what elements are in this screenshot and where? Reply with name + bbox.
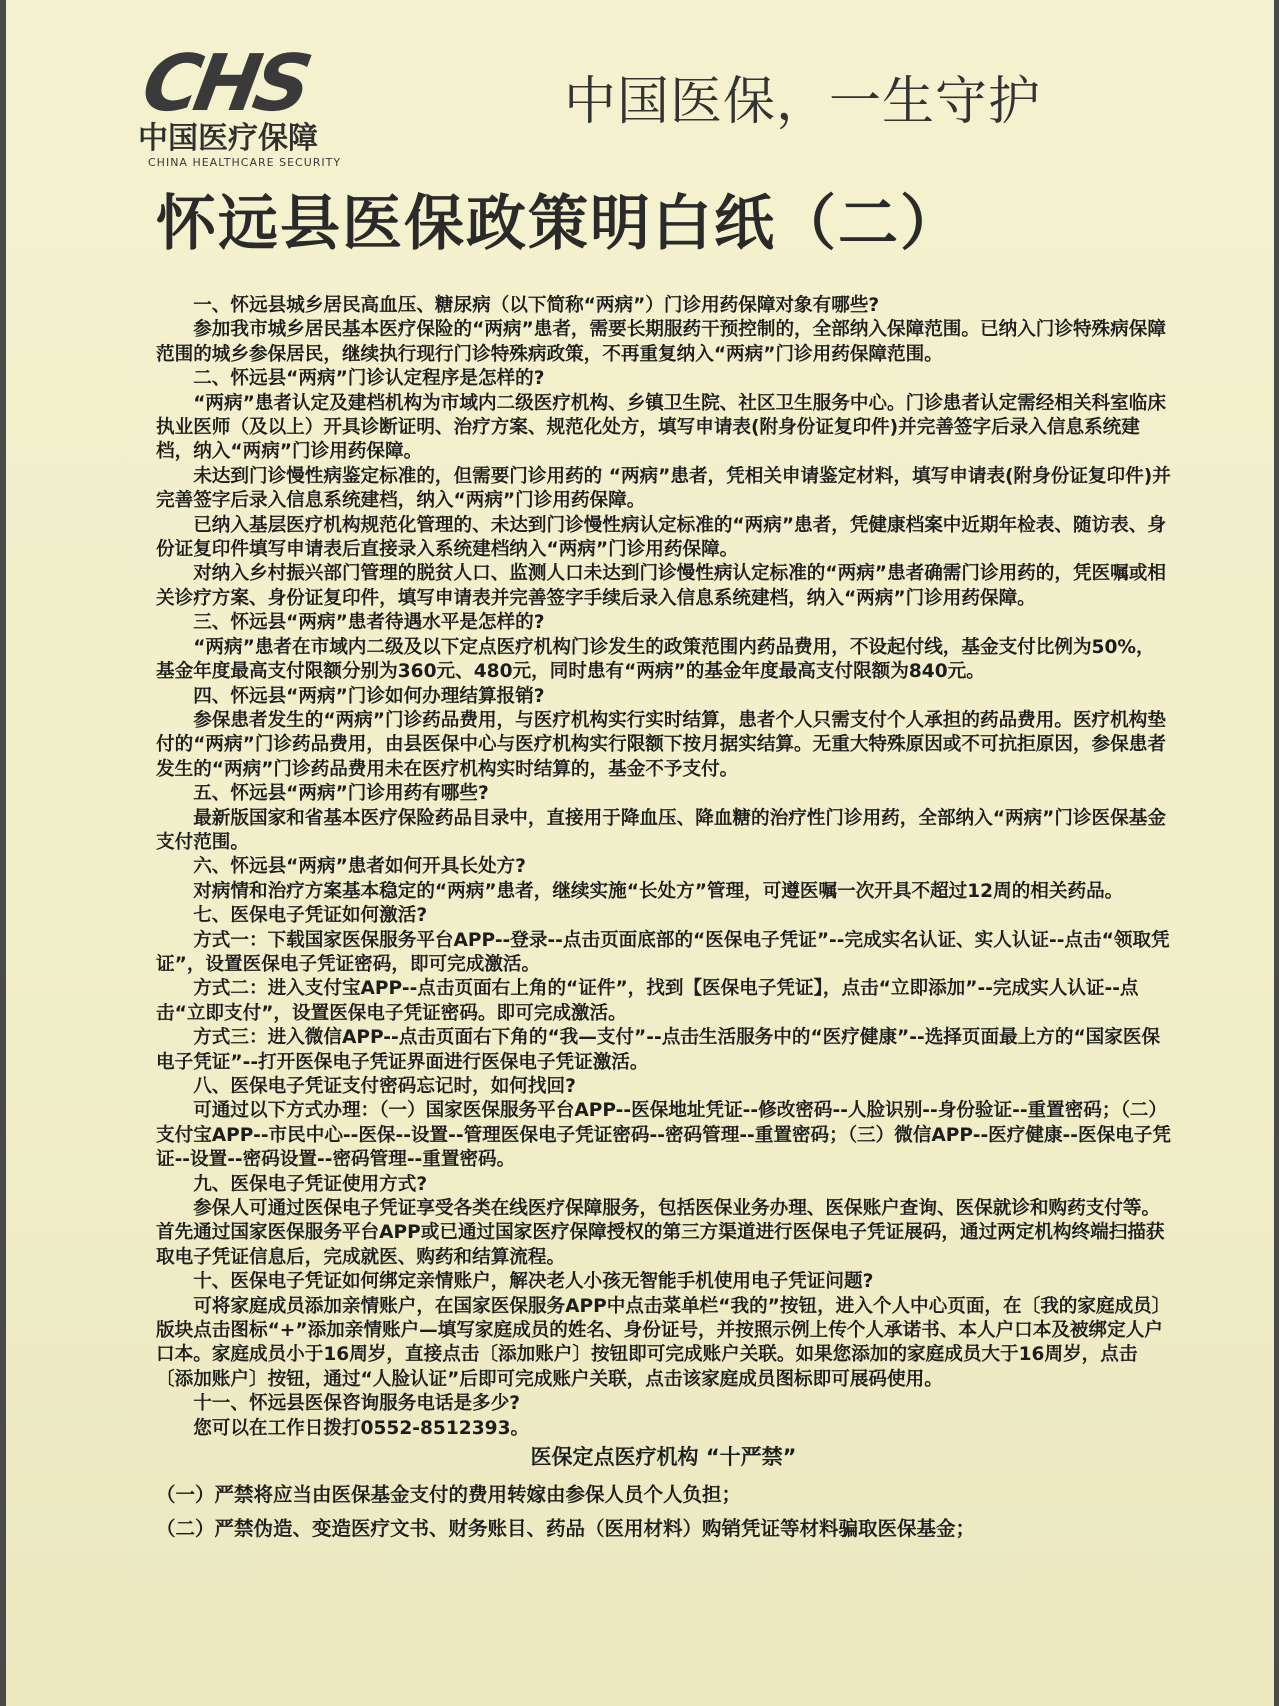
header [126, 39, 1226, 174]
bans-title: 医保定点医疗机构 “十严禁” [530, 1445, 797, 1470]
answer-paragraph: “两病”患者认定及建档机构为市域内二级医疗机构、乡镇卫生院、社区卫生服务中心。门诊患者认定需经相关科室临床执业医师（及以上）开具诊断证明、治疗方案、规范化处方，填写申请表(附身份证复印件)并完善签字后录入信息系统建档，纳入“两病”门诊用药保障。 [156, 392, 1166, 463]
question-5: 五、怀远县“两病”门诊用药有哪些? [193, 783, 489, 805]
logo-chinese-name: 中国医疗保障 [138, 121, 318, 156]
ban-item: （一）严禁将应当由医保基金支付的费用转嫁由参保人员个人负担； [156, 1482, 742, 1506]
logo-english-name: CHINA HEALTHCARE SECURITY [148, 156, 342, 169]
slogan: 中国医保，一生守护 [564, 72, 1042, 132]
answer-paragraph: 您可以在工作日拨打0552-8512393。 [193, 1417, 530, 1439]
question-1: 一、怀远县城乡居民高血压、糖尿病（以下简称“两病”）门诊用药保障对象有哪些? [193, 295, 880, 316]
answer-paragraph: 方式一：下载国家医保服务平台APP--登录--点击页面底部的“医保电子凭证”--完成实名认证、实人认证--点击“领取凭证”，设置医保电子凭证密码，即可完成激活。 [156, 929, 1170, 975]
ban-item: （二）严禁伪造、变造医疗文书、财务账目、药品（医用材料）购销凭证等材料骗取医保基金； [156, 1516, 976, 1540]
question-8: 八、医保电子凭证支付密码忘记时，如何找回? [193, 1076, 576, 1097]
question-9: 九、医保电子凭证使用方式? [193, 1173, 428, 1195]
answer-paragraph: 对病情和治疗方案基本稳定的“两病”患者，继续实施“长处方”管理，可遵医嘱一次开具不超过12周的相关药品。 [193, 880, 1124, 902]
policy-sheet [6, 0, 1274, 1706]
answer-paragraph: 可通过以下方式办理：（一）国家医保服务平台APP--医保地址凭证--修改密码--人脸识别--身份验证--重置密码；（二）支付宝APP--市民中心--医保--设置--管理医保电子凭证密码--密码管理--重置密码；（三）微信APP--医疗健康--医保电子凭证--设置--密码设置--密码管理--重置密码。 [156, 1100, 1171, 1171]
answer-paragraph: 最新版国家和省基本医疗保险药品目录中，直接用于降血压、降血糖的治疗性门诊用药，全部纳入“两病”门诊医保基金支付范围。 [156, 807, 1166, 853]
answer-paragraph: 已纳入基层医疗机构规范化管理的、未达到门诊慢性病认定标准的“两病”患者，凭健康档案中近期年检表、随访表、身份证复印件填写申请表后直接录入系统建档纳入“两病”门诊用药保障。 [156, 514, 1166, 561]
answer-paragraph: 可将家庭成员添加亲情账户，在国家医保服务APP中点击菜单栏“我的”按钮，进入个人中心页面，在〔我的家庭成员〕版块点击图标“+”添加亲情账户—填写家庭成员的姓名、身份证号，并按照示例上传个人承诺书、本人户口本及被绑定人户口本。家庭成员小于16周岁，直接点击〔添加账户〕按钮即可完成账户关联。如果您添加的家庭成员大于16周岁，点击〔添加账户〕按钮，通过“人脸认证”后即可完成账户关联，点击该家庭成员图标即可展码使用。 [156, 1295, 1171, 1390]
logo-mark: CHS [136, 39, 313, 129]
answer-paragraph: 参保人可通过医保电子凭证享受各类在线医疗保障服务，包括医保业务办理、医保账户查询、医保就诊和购药支付等。首先通过国家医保服务平台APP或已通过国家医疗保障授权的第三方渠道进行医保电子凭证展码，通过两定机构终端扫描获取电子凭证信息后，完成就医、购药和结算流程。 [156, 1198, 1165, 1268]
question-11: 十一、怀远县医保咨询服务电话是多少? [193, 1393, 521, 1415]
question-6: 六、怀远县“两病”患者如何开具长处方? [193, 856, 526, 878]
answer-paragraph: 未达到门诊慢性病鉴定标准的，但需要门诊用药的 “两病”患者，凭相关申请鉴定材料，填写申请表(附身份证复印件)并完善签字后录入信息系统建档，纳入“两病”门诊用药保障。 [156, 465, 1171, 512]
answer-paragraph: 方式三：进入微信APP--点击页面右下角的“我—支付”--点击生活服务中的“医疗健康”--选择页面最上方的“国家医保电子凭证”--打开医保电子凭证界面进行医保电子凭证激活。 [156, 1027, 1161, 1073]
question-2: 二、怀远县“两病”门诊认定程序是怎样的? [193, 368, 545, 390]
chs-logo [126, 39, 366, 174]
answer-paragraph: “两病”患者在市域内二级及以下定点医疗机构门诊发生的政策范围内药品费用，不设起付线，基金支付比例为50%，基金年度最高支付限额分别为360元、480元，同时患有“两病”的基金年度最高支付限额为840元。 [156, 636, 1155, 683]
question-4: 四、怀远县“两病”门诊如何办理结算报销? [193, 685, 545, 707]
answer-paragraph: 对纳入乡村振兴部门管理的脱贫人口、监测人口未达到门诊慢性病认定标准的“两病”患者确需门诊用药的，凭医嘱或相关诊疗方案、身份证复印件，填写申请表并完善签字手续后录入信息系统建档，纳入“两病”门诊用药保障。 [156, 563, 1166, 609]
answer-paragraph: 参保患者发生的“两病”门诊药品费用，与医疗机构实行实时结算，患者个人只需支付个人承担的药品费用。医疗机构垫付的“两病”门诊药品费用，由县医保中心与医疗机构实行限额下按月据实结算。无重大特殊原因或不可抗拒原因，参保患者发生的“两病”门诊药品费用未在医疗机构实时结算的，基金不予支付。 [156, 709, 1166, 780]
policy-body [156, 294, 1171, 1546]
answer-paragraph: 参加我市城乡居民基本医疗保险的“两病”患者，需要长期服药干预控制的，全部纳入保障范围。已纳入门诊特殊病保障范围的城乡参保居民，继续执行现行门诊特殊病政策，不再重复纳入“两病”门诊用药保障范围。 [156, 319, 1166, 365]
question-3: 三、怀远县“两病”患者待遇水平是怎样的? [193, 612, 545, 634]
answer-paragraph: 方式二：进入支付宝APP--点击页面右上角的“证件”，找到【医保电子凭证】，点击“立即添加”--完成实人认证--点击“立即支付”，设置医保电子凭证密码。即可完成激活。 [156, 978, 1139, 1024]
question-7: 七、医保电子凭证如何激活? [193, 905, 428, 927]
question-10: 十、医保电子凭证如何绑定亲情账户，解决老人小孩无智能手机使用电子凭证问题? [193, 1271, 874, 1293]
page-title: 怀远县医保政策明白纸（二） [156, 189, 962, 259]
